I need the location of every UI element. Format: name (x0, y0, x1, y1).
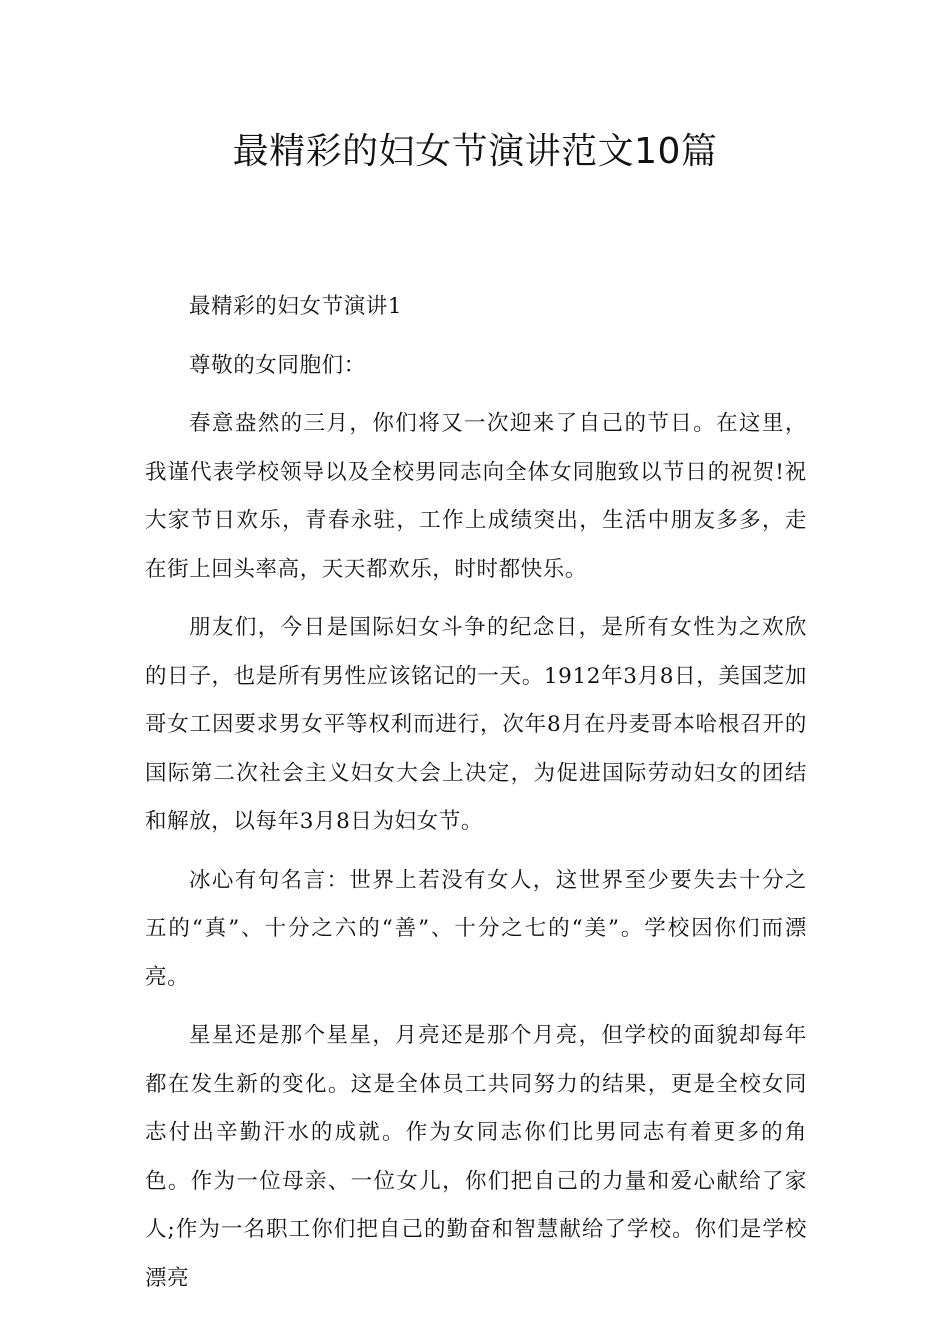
document-title: 最精彩的妇女节演讲范文10篇 (232, 131, 718, 172)
document-body (145, 283, 807, 1313)
section-heading: 最精彩的妇女节演讲1 (189, 294, 403, 319)
salutation: 尊敬的女同胞们： (189, 352, 366, 378)
paragraph: 朋友们，今日是国际妇女斗争的纪念日，是所有女性为之欢欣的日子，也是所有男性应该铭记的一天。1912年3月8日，美国芝加哥女工因要求男女平等权利而进行，次年8月在丹麦哥本哈根召开的国际第二次社会主义妇女大会上决定，为促进国际劳动妇女的团结和解放，以每年3月8日为妇女节。 (145, 615, 807, 834)
paragraph: 星星还是那个星星，月亮还是那个月亮，但学校的面貌却每年都在发生新的变化。这是全体员工共同努力的结果，更是全校女同志付出辛勤汗水的成就。作为女同志你们比男同志有着更多的角色。作为一位母亲、一位女儿，你们把自己的力量和爱心献给了家人;作为一名职工你们把自己的勤奋和智慧献给了学校。你们是学校漂亮 (145, 1023, 807, 1291)
paragraph: 春意盎然的三月，你们将又一次迎来了自己的节日。在这里，我谨代表学校领导以及全校男同志向全体女同胞致以节日的祝贺!祝大家节日欢乐，青春永驻，工作上成绩突出，生活中朋友多多，走在街上回头率高，天天都欢乐，时时都快乐。 (145, 411, 807, 582)
paragraph: 冰心有句名言：世界上若没有女人，这世界至少要失去十分之五的“真”、十分之六的“善”、十分之七的“美”。学校因你们而漂亮。 (145, 867, 807, 990)
